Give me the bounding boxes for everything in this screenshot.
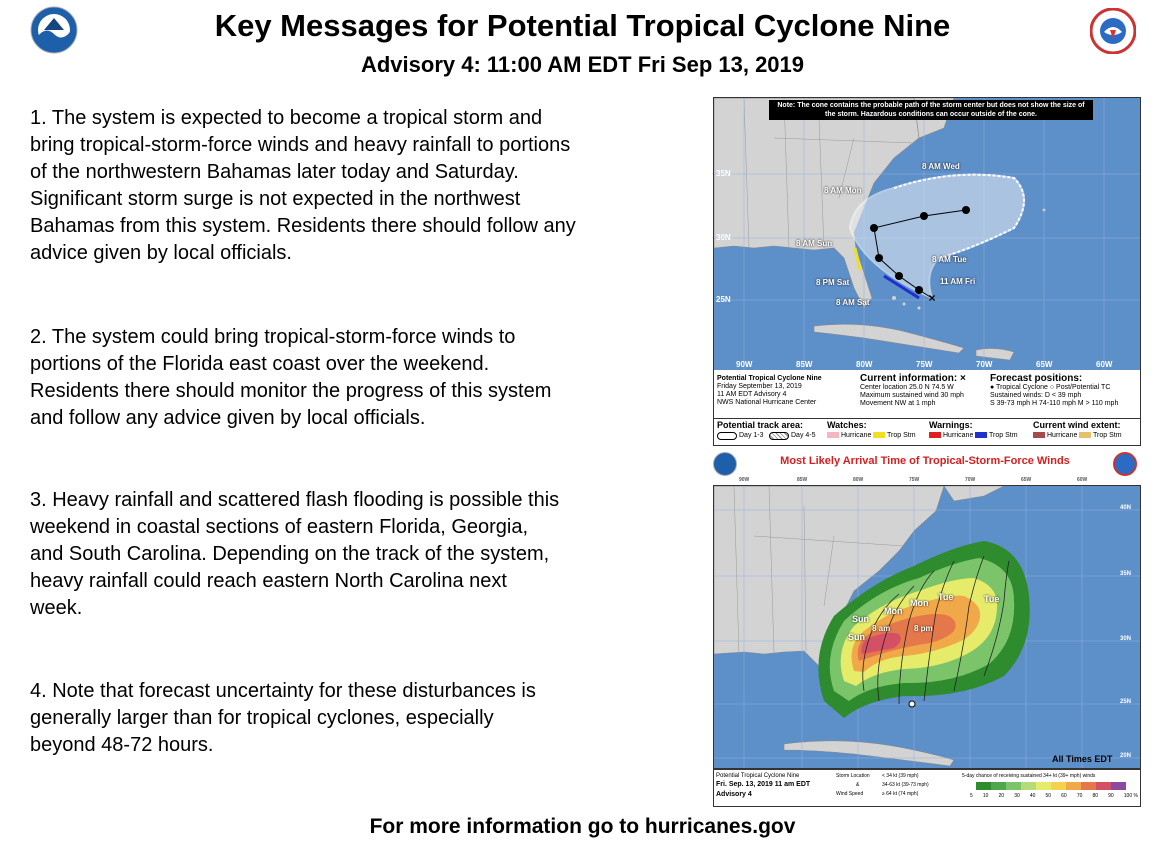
all-times-label: All Times EDT (1052, 754, 1113, 764)
footer-link-text: For more information go to hurricanes.gov (369, 815, 796, 838)
cone-map-note: Note: The cone contains the probable path of the storm center but does not show the size of the storm. Hazardous conditions can occur outside of the cone. (769, 100, 1093, 120)
chance-swatch (976, 782, 991, 790)
arrival-contour-label: Sun (848, 632, 865, 642)
chance-scale-labels: 5 10 20 30 40 50 60 70 80 90 100 % (970, 793, 1138, 799)
key-message-2: 2. The system could bring tropical-storm-force winds to portions of the Florida east coast over the weekend. Residents there should monitor the progress of this system and follow any advice given by local officials. (30, 326, 552, 429)
arrival-noaa-logo (713, 452, 737, 476)
chance-swatch (1081, 782, 1096, 790)
lon-label: 80W (856, 360, 873, 369)
cone-graphic (713, 97, 1141, 446)
cone-map-area (714, 98, 1140, 370)
chance-swatch (1006, 782, 1021, 790)
arrival-contour-label: 8 pm (914, 624, 933, 633)
page-title: Key Messages for Potential Tropical Cyclone Nine (214, 8, 951, 43)
arrival-contour-label: 8 am (872, 624, 891, 633)
ts-watch-swatch (873, 432, 885, 438)
cone-info-left: Potential Tropical Cyclone Nine Friday September 13, 2019 11 AM EDT Advisory 4 NWS National Hurricane Center (717, 375, 822, 406)
chance-swatch (991, 782, 1006, 790)
arrival-lon-label: 90W (739, 477, 750, 483)
day45-swatch (769, 432, 789, 440)
lon-label: 90W (736, 360, 753, 369)
arrival-info-left: Potential Tropical Cyclone Nine Fri. Sep. 13, 2019 11 am EDT Advisory 4 (716, 773, 811, 798)
arrival-contour-label: Mon (910, 598, 929, 608)
arrival-lat-label: 20N (1120, 753, 1132, 759)
arrival-title: Most Likely Arrival Time of Tropical-Storm-Force Winds (780, 455, 1070, 467)
chance-swatch (1021, 782, 1036, 790)
hurricane-wind-swatch (1033, 432, 1045, 438)
cone-legend-divider (714, 418, 1140, 419)
cone-forecast-positions: Forecast positions: ● Tropical Cyclone ○ Post/Potential TC Sustained winds: D < 39 mph S 39-73 mph H 74-110 mph M > 110 mph (990, 373, 1119, 407)
forecast-point-label: 8 AM Sat (836, 298, 870, 307)
hurricane-watch-swatch (827, 432, 839, 438)
ts-warning-swatch (975, 432, 987, 438)
cone-current-info: Current information: × Center location 25.0 N 74.5 W Maximum sustained wind 30 mph Movement NW at 1 mph (860, 373, 966, 407)
cone-legend: Potential track area: Day 1-3 Day 4-5 Watches: Hurricane Trop Stm Warnings: Hurricane Trop Stm Current wind extent: Hurricane Trop Stm (717, 420, 1122, 439)
arrival-lat-label: 35N (1120, 571, 1132, 577)
key-message-1: 1. The system is expected to become a tropical storm and bring tropical-storm-force winds and heavy rainfall to portions of the northwestern Bahamas later today and Saturday. Significant storm surge is not expected in the northwest Bahamas from this system. Residents there should follow any advice given by local officials. (30, 107, 576, 264)
lon-label: 60W (1096, 360, 1113, 369)
lon-label: 75W (916, 360, 933, 369)
chance-color-scale (976, 782, 1126, 790)
chance-swatch (1066, 782, 1081, 790)
key-message-4: 4. Note that forecast uncertainty for these disturbances is generally larger than for tropical cyclones, especially beyond 48-72 hours. (30, 680, 536, 756)
advisory-subtitle: Advisory 4: 11:00 AM EDT Fri Sep 13, 2019 (360, 52, 805, 77)
forecast-point-label: 8 AM Wed (922, 162, 960, 171)
arrival-lat-label: 25N (1120, 699, 1132, 705)
chance-swatch (1096, 782, 1111, 790)
arrival-lon-label: 75W (909, 477, 920, 483)
forecast-point-label: 8 AM Sun (796, 239, 833, 248)
lat-label: 25N (716, 295, 731, 304)
forecast-point-label: 8 PM Sat (816, 278, 850, 287)
arrival-info-strip (713, 769, 1141, 807)
arrival-lat-label: 40N (1120, 505, 1132, 511)
hurricane-warning-swatch (929, 432, 941, 438)
lon-label: 70W (976, 360, 993, 369)
chance-swatch (1051, 782, 1066, 790)
wind-speed-legend: < 34 kt (39 mph) 34-63 kt (39-73 mph) ≥ 64 kt (74 mph) (882, 773, 929, 797)
chance-swatch (1036, 782, 1051, 790)
arrival-map-area (713, 485, 1141, 769)
lat-label: 30N (716, 233, 731, 242)
lon-label: 65W (1036, 360, 1053, 369)
arrival-contour-label: Tue (984, 594, 1000, 604)
arrival-lon-label: 70W (965, 477, 976, 483)
key-message-3: 3. Heavy rainfall and scattered flash flooding is possible this weekend in coastal sections of eastern Florida, Georgia, and South Carolina. Depending on the track of the system, heavy rainfall could reach eastern North Carolina next week. (30, 489, 560, 619)
ts-wind-swatch (1079, 432, 1091, 438)
arrival-nws-logo (1113, 452, 1137, 476)
arrival-lon-label: 80W (853, 477, 864, 483)
lat-label: 35N (716, 169, 731, 178)
arrival-lat-label: 30N (1120, 636, 1132, 642)
lon-label: 85W (796, 360, 813, 369)
forecast-point-label: 8 AM Tue (932, 255, 967, 264)
storm-location-legend: Storm Location & Wind Speed (836, 773, 870, 797)
svg-text:×: × (928, 291, 936, 305)
arrival-lon-label: 60W (1077, 477, 1088, 483)
forecast-point-label: 11 AM Fri (940, 277, 976, 286)
cone-map-svg (714, 98, 1140, 370)
chance-legend-title: 5-day chance of receiving sustained 34+ kt (39+ mph) winds (962, 773, 1096, 779)
arrival-contour-label: Mon (884, 606, 903, 616)
arrival-contour-label: Tue (938, 592, 954, 602)
arrival-contour-label: Sun (852, 614, 869, 624)
arrival-graphic (713, 450, 1139, 806)
chance-swatch (1111, 782, 1126, 790)
arrival-lon-label: 85W (797, 477, 808, 483)
arrival-lon-label: 65W (1021, 477, 1032, 483)
forecast-point-label: 8 AM Mon (824, 186, 862, 195)
day13-swatch (717, 432, 737, 440)
